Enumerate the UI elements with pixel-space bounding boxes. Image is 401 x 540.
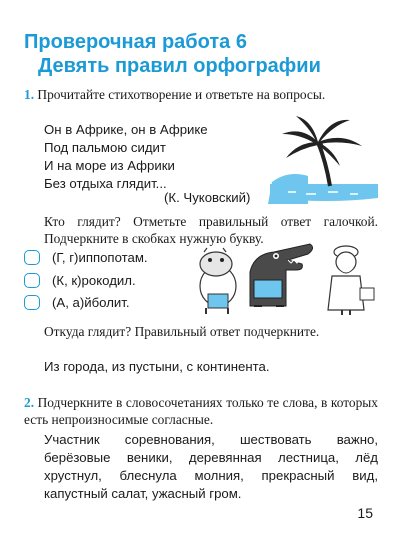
task-1-question-1: Кто глядит? Отметьте правильный ответ галочкой. Подчеркните в скобках нужную букву. (44, 214, 378, 246)
task-1-instruction-text: Прочитайте стихотворение и ответьте на вопросы. (37, 87, 326, 102)
poem-line: Без отдыха глядит... (44, 176, 167, 191)
checkbox[interactable] (24, 250, 40, 265)
checkbox[interactable] (24, 273, 40, 288)
option-label: (К, к)рокодил. (52, 272, 136, 288)
option-aibolit[interactable] (24, 293, 130, 311)
poem-author: (К. Чуковский) (164, 190, 251, 205)
characters-illustration (192, 236, 382, 316)
task-2-instruction (24, 394, 378, 428)
title-line-1: Проверочная работа 6 (24, 31, 247, 53)
task-1-number: 1. (24, 87, 35, 102)
poem (44, 121, 244, 193)
checkbox[interactable] (24, 295, 40, 310)
title-line-2: Девять правил орфографии (38, 55, 321, 77)
task-2-instruction-text: Подчеркните в словосочетаниях только те слова, в которых есть непроизносимые согласные. (24, 395, 379, 427)
page-number: 15 (357, 505, 373, 521)
poem-line: Он в Африке, он в Африке (44, 122, 208, 137)
task-1-answer-choices[interactable]: Из города, из пустыни, с континента. (44, 359, 270, 374)
option-crocodile[interactable] (24, 271, 136, 289)
task-2-number: 2. (24, 395, 35, 410)
palm-tree-illustration (268, 112, 380, 204)
option-label: (А, а)йболит. (52, 294, 130, 310)
task-2-text[interactable]: Участник соревнования, шествовать важно, берёзовые веники, деревянная лестница, лёд хрустнул, блеснула молния, прекрасный вид, капустный салат, ужасный гром. (44, 432, 378, 501)
task-1-instruction (24, 86, 378, 103)
poem-line: И на море из Африки (44, 158, 175, 173)
option-label: (Г, г)иппопотам. (52, 249, 148, 265)
page-title (24, 30, 384, 78)
option-hippo[interactable] (24, 248, 148, 266)
task-1-question-2: Откуда глядит? Правильный ответ подчеркните. (44, 324, 320, 339)
poem-line: Под пальмою сидит (44, 140, 166, 155)
